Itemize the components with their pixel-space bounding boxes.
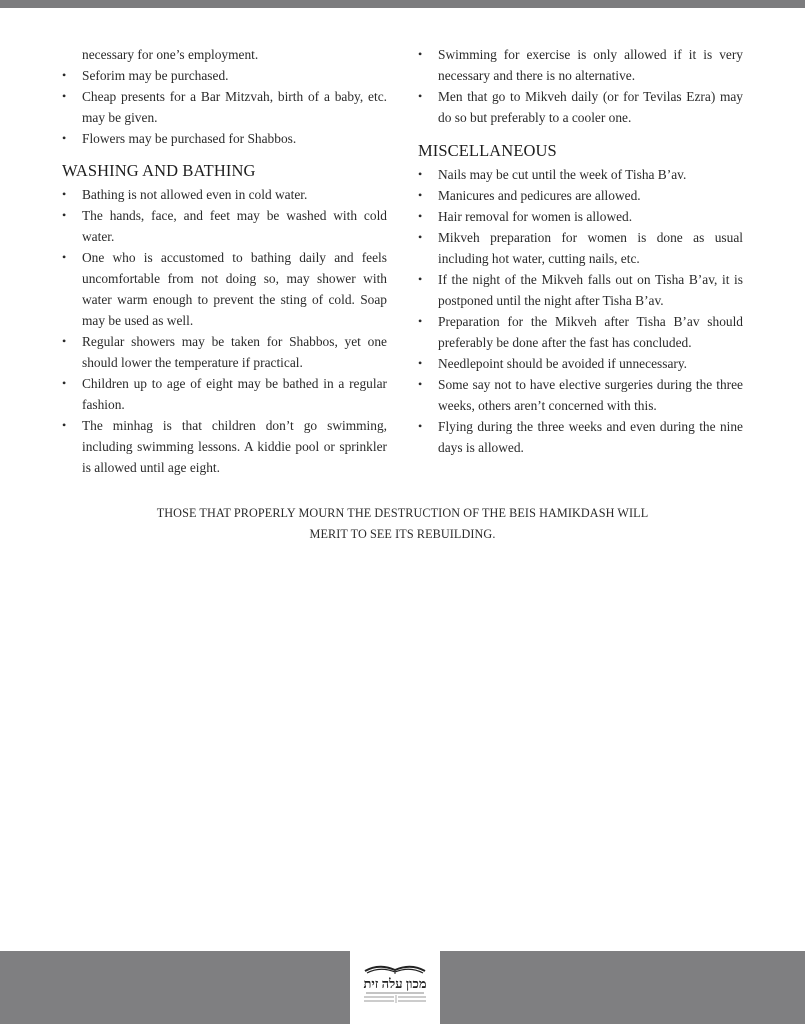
section-heading-washing: WASHING AND BATHING [62,161,256,180]
right-intro-list [418,44,743,128]
list-item: • Men that go to Mikveh daily (or for Tevilas Ezra) may do so but preferably to a cooler one. [418,86,743,128]
miscellaneous-list [418,164,743,458]
washing-list [62,184,387,478]
list-item: • The minhag is that children don’t go swimming, including swimming lessons. A kiddie pool or sprinkler is allowed until age eight. [62,415,387,478]
right-column [418,44,743,458]
list-item: • Flying during the three weeks and even during the nine days is allowed. [418,416,743,458]
left-column [62,44,387,478]
list-item: • Swimming for exercise is only allowed if it is very necessary and there is no alternative. [418,44,743,86]
open-book-icon [363,961,427,975]
closing-statement [80,503,725,545]
logo-name: מכון עלה זית [363,976,427,991]
list-item: • Regular showers may be taken for Shabbos, yet one should lower the temperature if practical. [62,331,387,373]
logo-fine-print [350,991,440,1008]
list-item: • One who is accustomed to bathing daily and feels uncomfortable from not doing so, may shower with water warm enough to prevent the sting of cold. Soap may be used as well. [62,247,387,331]
list-item: • Nails may be cut until the week of Tisha B’av. [418,164,743,185]
top-bar [0,0,805,8]
list-item: • Needlepoint should be avoided if unnecessary. [418,353,743,374]
list-item: • Seforim may be purchased. [62,65,387,86]
list-item: • Bathing is not allowed even in cold water. [62,184,387,205]
list-item: • Children up to age of eight may be bathed in a regular fashion. [62,373,387,415]
list-item: • Some say not to have elective surgeries during the three weeks, others aren’t concerned with this. [418,374,743,416]
list-item: • Cheap presents for a Bar Mitzvah, birth of a baby, etc. may be given. [62,86,387,128]
left-intro-list [62,44,387,149]
list-item: • Manicures and pedicures are allowed. [418,185,743,206]
list-item: • Preparation for the Mikveh after Tisha B’av should preferably be done after the fast has concluded. [418,311,743,353]
publisher-logo [350,951,440,1024]
closing-line-2: MERIT TO SEE ITS REBUILDING. [309,527,496,541]
list-item: • Mikveh preparation for women is done as usual including hot water, cutting nails, etc. [418,227,743,269]
section-heading-miscellaneous: MISCELLANEOUS [418,141,557,160]
list-item: necessary for one’s employment. [82,47,259,62]
list-item: • The hands, face, and feet may be washed with cold water. [62,205,387,247]
list-item: • Flowers may be purchased for Shabbos. [62,128,387,149]
list-item: • If the night of the Mikveh falls out on Tisha B’av, it is postponed until the night after Tisha B’av. [418,269,743,311]
list-item: • Hair removal for women is allowed. [418,206,743,227]
closing-line-1: THOSE THAT PROPERLY MOURN THE DESTRUCTION OF THE BEIS HAMIKDASH WILL [156,506,649,520]
